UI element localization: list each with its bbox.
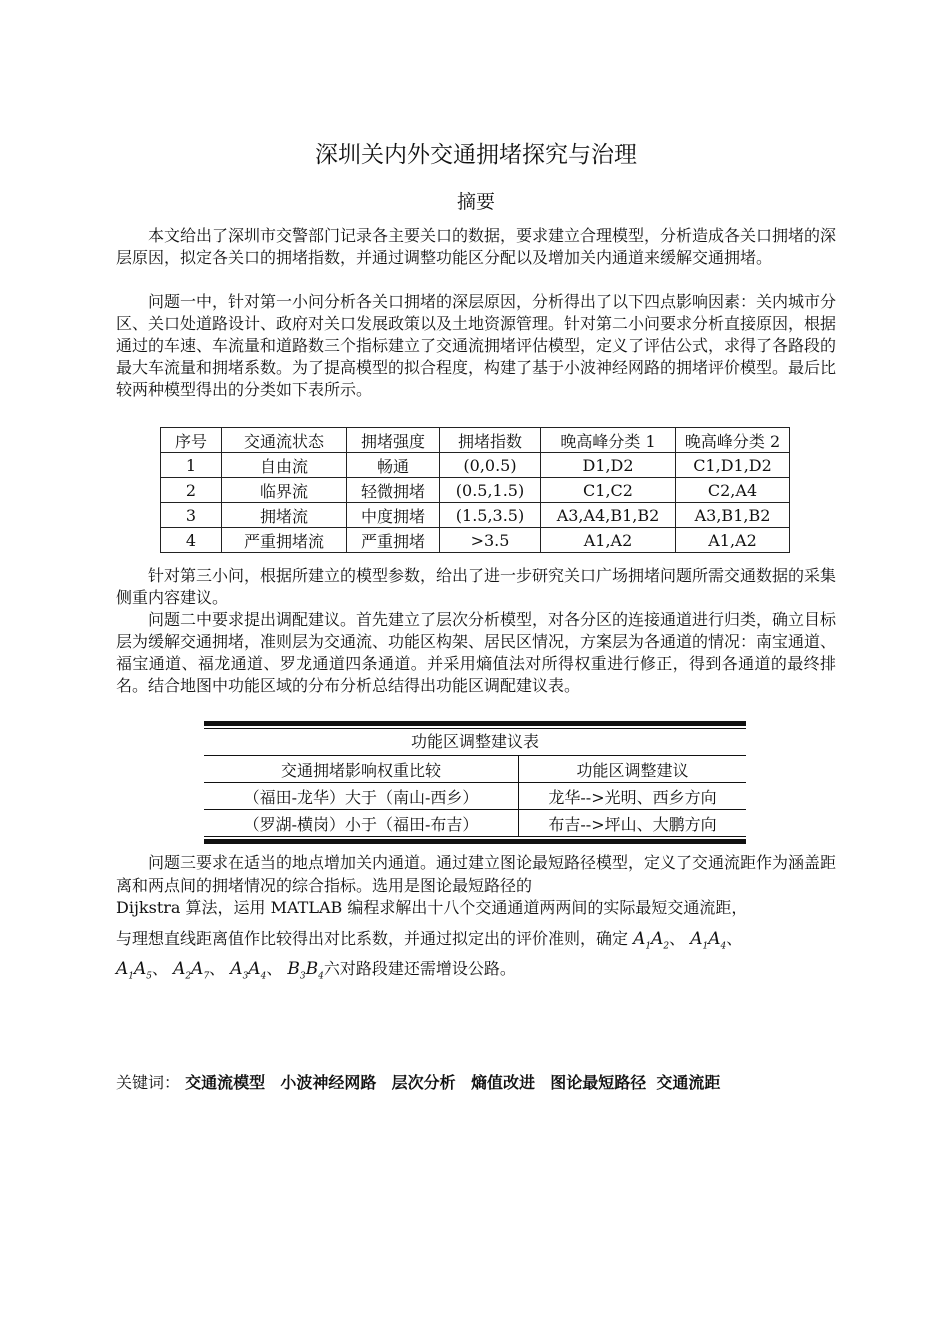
keywords	[116, 1072, 836, 1094]
table-cell: A1,A2	[676, 528, 790, 553]
table-cell: A1,A2	[541, 528, 676, 553]
classification-table	[160, 427, 790, 553]
table-cell: （罗湖-横岗）小于（福田-布吉）	[204, 810, 519, 837]
table-cell: 布吉-->坪山、大鹏方向	[548, 814, 717, 834]
separator: 、	[209, 959, 226, 978]
table-row	[161, 503, 790, 528]
col-header: 交通拥堵影响权重比较	[204, 756, 519, 783]
paragraph-text: Dijkstra 算法，运用 MATLAB 编程求解出十八个交通通道两两间的实际最短交通流距，	[116, 898, 748, 917]
table-cell: (0,0.5)	[440, 453, 541, 478]
segment-formula: $A_1A_5$	[116, 959, 153, 982]
table-cell: A3,B1,B2	[676, 503, 790, 528]
table-cell: 严重拥堵流	[222, 528, 347, 553]
keyword: 熵值改进	[470, 1073, 535, 1092]
abstract-heading: 摘要	[456, 191, 495, 213]
table-cell: D1,D2	[541, 453, 676, 478]
keyword: 交通流距	[656, 1073, 721, 1092]
table-row	[204, 810, 746, 837]
table-cell: 4	[161, 528, 222, 553]
col-header: 晚高峰分类 2	[676, 428, 790, 453]
table-cell: (1.5,3.5)	[440, 503, 541, 528]
table-cell: 严重拥堵	[347, 528, 440, 553]
table-caption: 功能区调整建议表	[410, 732, 539, 751]
abstract-paragraph-5-line5	[116, 955, 836, 990]
table-cell: （福田-龙华）大于（南山-西乡）	[204, 783, 519, 810]
table-header-row	[204, 756, 746, 783]
abstract-paragraph-2: 问题一中，针对第一小问分析各关口拥堵的深层原因，分析得出了以下四点影响因素：关内城市分区、关口处道路设计、政府对关口发展政策以及土地资源管理。针对第二小问要求分析直接原因，根据通过的车速、车流量和道路数三个指标建立了交通流拥堵评估模型，定义了评估公式，求得了各路段的最大车流量和拥堵系数。为了提高模型的拟合程度，构建了基于小波神经网路的拥堵评价模型。最后比较两种模型得出的分类如下表所示。	[116, 292, 837, 399]
col-header: 晚高峰分类 1	[541, 428, 676, 453]
abstract-paragraph-5-line3	[116, 897, 836, 919]
table-row	[161, 528, 790, 553]
table-row	[161, 478, 790, 503]
segment-formula: $A_1A_2$	[633, 929, 670, 952]
separator: 、	[152, 959, 169, 978]
table-row	[204, 783, 746, 810]
col-header: 拥堵指数	[440, 428, 541, 453]
keyword: 图论最短路径	[550, 1073, 647, 1092]
table-cell: 中度拥堵	[347, 503, 440, 528]
table-cell: 2	[161, 478, 222, 503]
table-cell: 自由流	[222, 453, 347, 478]
adjustment-table	[204, 721, 746, 844]
paragraph-text: 六对路段建还需增设公路。	[323, 959, 516, 978]
abstract-paragraph-3: 针对第三小问，根据所建立的模型参数，给出了进一步研究关口广场拥堵问题所需交通数据的采集侧重内容建议。	[116, 566, 837, 607]
table-cell: 拥堵流	[222, 503, 347, 528]
table-cell: A3,A4,B1,B2	[541, 503, 676, 528]
keyword: 层次分析	[391, 1073, 456, 1092]
abstract-paragraph-1: 本文给出了深圳市交警部门记录各主要关口的数据，要求建立合理模型，分析造成各关口拥堵的深层原因，拟定各关口的拥堵指数，并通过调整功能区分配以及增加关内通道来缓解交通拥堵。	[116, 226, 837, 267]
col-header: 序号	[161, 428, 222, 453]
table-top-rule	[204, 721, 746, 726]
table-cell: C1,D1,D2	[676, 453, 790, 478]
segment-formula: $A_2A_7$	[173, 959, 210, 982]
paper-title: 深圳关内外交通拥堵探究与治理	[315, 142, 637, 168]
table-row	[161, 453, 790, 478]
table-cell: 畅通	[347, 453, 440, 478]
col-header: 交通流状态	[222, 428, 347, 453]
table-cell: 3	[161, 503, 222, 528]
separator: 、	[726, 929, 743, 948]
segment-formula: $A_1A_4$	[690, 929, 727, 952]
keywords-label: 关键词：	[116, 1073, 181, 1092]
paragraph-text: 问题三要求在适当的地点增加关内通道。通过建立图论最短路径模型，定义了交通流距作为涵盖距离和两点间的拥堵情况的综合指标。选用是图论最短路径的	[116, 853, 837, 895]
segment-formula: $A_3A_4$	[230, 959, 267, 982]
adjustment-table-grid	[204, 755, 746, 836]
table-cell: >3.5	[440, 528, 541, 553]
paragraph-text: 与理想直线距离值作比较得出对比系数，并通过拟定出的评价准则，确定	[116, 929, 629, 948]
table-cell: 轻微拥堵	[347, 478, 440, 503]
table-bottom-rule-thin	[204, 836, 746, 837]
separator: 、	[266, 959, 283, 978]
col-header: 拥堵强度	[347, 428, 440, 453]
table-bottom-rule	[204, 839, 746, 844]
table-cell: (0.5,1.5)	[440, 478, 541, 503]
abstract-paragraph-5	[116, 851, 836, 897]
col-header: 功能区调整建议	[519, 756, 747, 783]
segment-formula: $B_3B_4$	[287, 959, 324, 982]
separator: 、	[669, 929, 686, 948]
abstract-paragraph-4: 问题二中要求提出调配建议。首先建立了层次分析模型，对各分区的连接通道进行归类，确立目标层为缓解交通拥堵，准则层为交通流、功能区构架、居民区情况，方案层为各通道的情况：南宝通道、福宝通道、福龙通道、罗龙通道四条通道。并采用熵值法对所得权重进行修正，得到各通道的最终排名。结合地图中功能区域的分布分析总结得出功能区调配建议表。	[116, 610, 837, 695]
table-cell: C2,A4	[676, 478, 790, 503]
table-cell: 1	[161, 453, 222, 478]
table-cell: 龙华-->光明、西乡方向	[519, 783, 747, 810]
keyword: 小波神经网路	[280, 1073, 377, 1092]
keyword: 交通流模型	[185, 1073, 266, 1092]
table-cell: C1,C2	[541, 478, 676, 503]
table-header-row	[161, 428, 790, 453]
table-cell: 临界流	[222, 478, 347, 503]
